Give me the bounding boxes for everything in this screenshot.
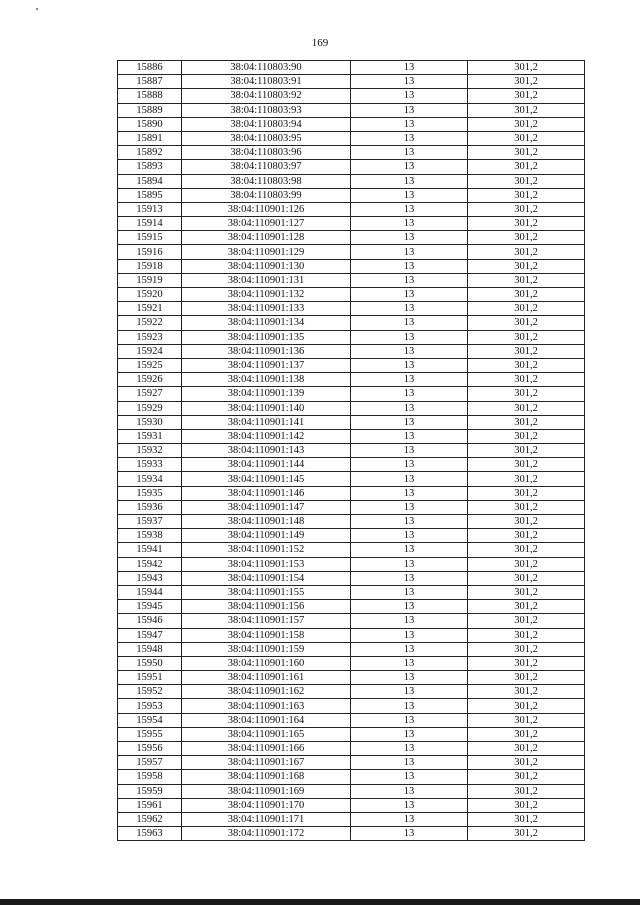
- table-row: [118, 472, 585, 486]
- table-row: [118, 742, 585, 756]
- code-cell: 13: [351, 316, 468, 330]
- table-row: [118, 202, 585, 216]
- code-cell: 13: [351, 614, 468, 628]
- code-cell: 13: [351, 302, 468, 316]
- area-cell: 301,2: [468, 600, 585, 614]
- row-number-cell: 15892: [118, 146, 182, 160]
- cadastral-table: [117, 60, 585, 841]
- code-cell: 13: [351, 515, 468, 529]
- cadastral-number-cell: 38:04:110901:142: [182, 429, 351, 443]
- area-cell: 301,2: [468, 245, 585, 259]
- table-row: [118, 415, 585, 429]
- cadastral-number-cell: 38:04:110901:140: [182, 401, 351, 415]
- table-row: [118, 656, 585, 670]
- cadastral-number-cell: 38:04:110901:143: [182, 444, 351, 458]
- row-number-cell: 15927: [118, 387, 182, 401]
- code-cell: 13: [351, 727, 468, 741]
- code-cell: 13: [351, 288, 468, 302]
- cadastral-number-cell: 38:04:110901:137: [182, 358, 351, 372]
- row-number-cell: 15933: [118, 458, 182, 472]
- cadastral-number-cell: 38:04:110901:166: [182, 742, 351, 756]
- code-cell: 13: [351, 174, 468, 188]
- row-number-cell: 15914: [118, 217, 182, 231]
- code-cell: 13: [351, 401, 468, 415]
- row-number-cell: 15894: [118, 174, 182, 188]
- row-number-cell: 15946: [118, 614, 182, 628]
- row-number-cell: 15886: [118, 61, 182, 75]
- area-cell: 301,2: [468, 231, 585, 245]
- table-row: [118, 288, 585, 302]
- code-cell: 13: [351, 472, 468, 486]
- area-cell: 301,2: [468, 742, 585, 756]
- code-cell: 13: [351, 784, 468, 798]
- table-row: [118, 387, 585, 401]
- cadastral-number-cell: 38:04:110901:165: [182, 727, 351, 741]
- table-row: [118, 103, 585, 117]
- area-cell: 301,2: [468, 146, 585, 160]
- row-number-cell: 15936: [118, 500, 182, 514]
- code-cell: 13: [351, 117, 468, 131]
- table-row: [118, 259, 585, 273]
- code-cell: 13: [351, 543, 468, 557]
- area-cell: 301,2: [468, 727, 585, 741]
- area-cell: 301,2: [468, 557, 585, 571]
- code-cell: 13: [351, 344, 468, 358]
- table-row: [118, 642, 585, 656]
- code-cell: 13: [351, 103, 468, 117]
- area-cell: 301,2: [468, 685, 585, 699]
- cadastral-number-cell: 38:04:110803:97: [182, 160, 351, 174]
- code-cell: 13: [351, 557, 468, 571]
- code-cell: 13: [351, 444, 468, 458]
- table-row: [118, 444, 585, 458]
- cadastral-number-cell: 38:04:110901:138: [182, 373, 351, 387]
- row-number-cell: 15944: [118, 585, 182, 599]
- row-number-cell: 15935: [118, 486, 182, 500]
- area-cell: 301,2: [468, 131, 585, 145]
- row-number-cell: 15945: [118, 600, 182, 614]
- code-cell: 13: [351, 571, 468, 585]
- row-number-cell: 15963: [118, 827, 182, 841]
- table-row: [118, 358, 585, 372]
- area-cell: 301,2: [468, 699, 585, 713]
- scan-edge-band: [0, 899, 640, 905]
- cadastral-number-cell: 38:04:110901:134: [182, 316, 351, 330]
- cadastral-number-cell: 38:04:110901:158: [182, 628, 351, 642]
- table-row: [118, 61, 585, 75]
- row-number-cell: 15929: [118, 401, 182, 415]
- code-cell: 13: [351, 656, 468, 670]
- cadastral-number-cell: 38:04:110901:136: [182, 344, 351, 358]
- table-row: [118, 75, 585, 89]
- cadastral-number-cell: 38:04:110901:162: [182, 685, 351, 699]
- row-number-cell: 15932: [118, 444, 182, 458]
- page-number: 169: [311, 37, 329, 49]
- code-cell: 13: [351, 387, 468, 401]
- table-row: [118, 245, 585, 259]
- cadastral-number-cell: 38:04:110803:99: [182, 188, 351, 202]
- row-number-cell: 15922: [118, 316, 182, 330]
- table-row: [118, 500, 585, 514]
- area-cell: 301,2: [468, 628, 585, 642]
- code-cell: 13: [351, 756, 468, 770]
- cadastral-number-cell: 38:04:110803:92: [182, 89, 351, 103]
- table-row: [118, 614, 585, 628]
- code-cell: 13: [351, 75, 468, 89]
- row-number-cell: 15925: [118, 358, 182, 372]
- cadastral-number-cell: 38:04:110901:147: [182, 500, 351, 514]
- cadastral-number-cell: 38:04:110901:133: [182, 302, 351, 316]
- area-cell: 301,2: [468, 61, 585, 75]
- table-row: [118, 344, 585, 358]
- cadastral-number-cell: 38:04:110901:160: [182, 656, 351, 670]
- table-row: [118, 458, 585, 472]
- code-cell: 13: [351, 231, 468, 245]
- table-row: [118, 316, 585, 330]
- code-cell: 13: [351, 812, 468, 826]
- cadastral-number-cell: 38:04:110803:98: [182, 174, 351, 188]
- cadastral-number-cell: 38:04:110901:171: [182, 812, 351, 826]
- code-cell: 13: [351, 259, 468, 273]
- cadastral-number-cell: 38:04:110901:161: [182, 671, 351, 685]
- table-row: [118, 131, 585, 145]
- cadastral-number-cell: 38:04:110901:156: [182, 600, 351, 614]
- cadastral-number-cell: 38:04:110901:130: [182, 259, 351, 273]
- row-number-cell: 15938: [118, 529, 182, 543]
- cadastral-number-cell: 38:04:110901:144: [182, 458, 351, 472]
- table-row: [118, 600, 585, 614]
- row-number-cell: 15913: [118, 202, 182, 216]
- row-number-cell: 15895: [118, 188, 182, 202]
- row-number-cell: 15888: [118, 89, 182, 103]
- area-cell: 301,2: [468, 259, 585, 273]
- code-cell: 13: [351, 585, 468, 599]
- code-cell: 13: [351, 770, 468, 784]
- table-row: [118, 146, 585, 160]
- table-row: [118, 486, 585, 500]
- area-cell: 301,2: [468, 288, 585, 302]
- row-number-cell: 15931: [118, 429, 182, 443]
- cadastral-number-cell: 38:04:110901:168: [182, 770, 351, 784]
- code-cell: 13: [351, 742, 468, 756]
- area-cell: 301,2: [468, 756, 585, 770]
- area-cell: 301,2: [468, 174, 585, 188]
- code-cell: 13: [351, 273, 468, 287]
- cadastral-number-cell: 38:04:110803:91: [182, 75, 351, 89]
- table-row: [118, 174, 585, 188]
- table-row: [118, 231, 585, 245]
- code-cell: 13: [351, 429, 468, 443]
- cadastral-number-cell: 38:04:110901:164: [182, 713, 351, 727]
- area-cell: 301,2: [468, 770, 585, 784]
- row-number-cell: 15947: [118, 628, 182, 642]
- table-row: [118, 217, 585, 231]
- table-row: [118, 160, 585, 174]
- cadastral-number-cell: 38:04:110901:170: [182, 798, 351, 812]
- area-cell: 301,2: [468, 656, 585, 670]
- area-cell: 301,2: [468, 316, 585, 330]
- row-number-cell: 15951: [118, 671, 182, 685]
- row-number-cell: 15915: [118, 231, 182, 245]
- cadastral-number-cell: 38:04:110901:169: [182, 784, 351, 798]
- table-row: [118, 557, 585, 571]
- area-cell: 301,2: [468, 330, 585, 344]
- area-cell: 301,2: [468, 827, 585, 841]
- code-cell: 13: [351, 628, 468, 642]
- table-row: [118, 713, 585, 727]
- table-row: [118, 429, 585, 443]
- area-cell: 301,2: [468, 160, 585, 174]
- table-row: [118, 770, 585, 784]
- area-cell: 301,2: [468, 89, 585, 103]
- table-row: [118, 543, 585, 557]
- code-cell: 13: [351, 358, 468, 372]
- row-number-cell: 15893: [118, 160, 182, 174]
- code-cell: 13: [351, 217, 468, 231]
- cadastral-number-cell: 38:04:110803:96: [182, 146, 351, 160]
- code-cell: 13: [351, 500, 468, 514]
- code-cell: 13: [351, 160, 468, 174]
- code-cell: 13: [351, 699, 468, 713]
- area-cell: 301,2: [468, 713, 585, 727]
- code-cell: 13: [351, 330, 468, 344]
- cadastral-number-cell: 38:04:110901:148: [182, 515, 351, 529]
- table-row: [118, 798, 585, 812]
- table-row: [118, 529, 585, 543]
- row-number-cell: 15948: [118, 642, 182, 656]
- cadastral-number-cell: 38:04:110803:95: [182, 131, 351, 145]
- code-cell: 13: [351, 89, 468, 103]
- table-row: [118, 571, 585, 585]
- row-number-cell: 15916: [118, 245, 182, 259]
- row-number-cell: 15890: [118, 117, 182, 131]
- cadastral-number-cell: 38:04:110901:146: [182, 486, 351, 500]
- row-number-cell: 15962: [118, 812, 182, 826]
- code-cell: 13: [351, 131, 468, 145]
- cadastral-number-cell: 38:04:110901:132: [182, 288, 351, 302]
- code-cell: 13: [351, 373, 468, 387]
- area-cell: 301,2: [468, 202, 585, 216]
- row-number-cell: 15918: [118, 259, 182, 273]
- table-row: [118, 685, 585, 699]
- area-cell: 301,2: [468, 812, 585, 826]
- table-row: [118, 756, 585, 770]
- area-cell: 301,2: [468, 358, 585, 372]
- code-cell: 13: [351, 827, 468, 841]
- row-number-cell: 15887: [118, 75, 182, 89]
- area-cell: 301,2: [468, 217, 585, 231]
- area-cell: 301,2: [468, 373, 585, 387]
- area-cell: 301,2: [468, 188, 585, 202]
- table-row: [118, 515, 585, 529]
- code-cell: 13: [351, 486, 468, 500]
- row-number-cell: 15934: [118, 472, 182, 486]
- code-cell: 13: [351, 188, 468, 202]
- cadastral-number-cell: 38:04:110901:126: [182, 202, 351, 216]
- row-number-cell: 15952: [118, 685, 182, 699]
- area-cell: 301,2: [468, 429, 585, 443]
- code-cell: 13: [351, 529, 468, 543]
- table-row: [118, 671, 585, 685]
- row-number-cell: 15930: [118, 415, 182, 429]
- table-row: [118, 89, 585, 103]
- row-number-cell: 15926: [118, 373, 182, 387]
- area-cell: 301,2: [468, 444, 585, 458]
- table-row: [118, 585, 585, 599]
- table-row: [118, 273, 585, 287]
- cadastral-number-cell: 38:04:110901:135: [182, 330, 351, 344]
- row-number-cell: 15959: [118, 784, 182, 798]
- cadastral-number-cell: 38:04:110901:152: [182, 543, 351, 557]
- row-number-cell: 15920: [118, 288, 182, 302]
- area-cell: 301,2: [468, 75, 585, 89]
- table-row: [118, 784, 585, 798]
- area-cell: 301,2: [468, 486, 585, 500]
- cadastral-number-cell: 38:04:110901:141: [182, 415, 351, 429]
- area-cell: 301,2: [468, 273, 585, 287]
- table-row: [118, 727, 585, 741]
- row-number-cell: 15937: [118, 515, 182, 529]
- cadastral-number-cell: 38:04:110901:167: [182, 756, 351, 770]
- cadastral-number-cell: 38:04:110901:145: [182, 472, 351, 486]
- table-row: [118, 628, 585, 642]
- row-number-cell: 15961: [118, 798, 182, 812]
- code-cell: 13: [351, 600, 468, 614]
- table-row: [118, 188, 585, 202]
- row-number-cell: 15955: [118, 727, 182, 741]
- row-number-cell: 15943: [118, 571, 182, 585]
- table-row: [118, 699, 585, 713]
- area-cell: 301,2: [468, 543, 585, 557]
- cadastral-number-cell: 38:04:110901:172: [182, 827, 351, 841]
- area-cell: 301,2: [468, 784, 585, 798]
- table-row: [118, 401, 585, 415]
- row-number-cell: 15954: [118, 713, 182, 727]
- area-cell: 301,2: [468, 642, 585, 656]
- table-row: [118, 827, 585, 841]
- cadastral-number-cell: 38:04:110901:159: [182, 642, 351, 656]
- area-cell: 301,2: [468, 103, 585, 117]
- row-number-cell: 15957: [118, 756, 182, 770]
- cadastral-number-cell: 38:04:110803:93: [182, 103, 351, 117]
- cadastral-number-cell: 38:04:110901:149: [182, 529, 351, 543]
- code-cell: 13: [351, 458, 468, 472]
- cadastral-number-cell: 38:04:110901:127: [182, 217, 351, 231]
- cadastral-number-cell: 38:04:110901:154: [182, 571, 351, 585]
- cadastral-number-cell: 38:04:110901:155: [182, 585, 351, 599]
- cadastral-number-cell: 38:04:110901:157: [182, 614, 351, 628]
- cadastral-number-cell: 38:04:110901:128: [182, 231, 351, 245]
- table-row: [118, 373, 585, 387]
- table-body: [118, 61, 585, 841]
- row-number-cell: 15950: [118, 656, 182, 670]
- cadastral-number-cell: 38:04:110901:131: [182, 273, 351, 287]
- row-number-cell: 15921: [118, 302, 182, 316]
- code-cell: 13: [351, 642, 468, 656]
- row-number-cell: 15889: [118, 103, 182, 117]
- code-cell: 13: [351, 415, 468, 429]
- row-number-cell: 15891: [118, 131, 182, 145]
- area-cell: 301,2: [468, 500, 585, 514]
- area-cell: 301,2: [468, 585, 585, 599]
- row-number-cell: 15942: [118, 557, 182, 571]
- row-number-cell: 15956: [118, 742, 182, 756]
- area-cell: 301,2: [468, 401, 585, 415]
- area-cell: 301,2: [468, 344, 585, 358]
- code-cell: 13: [351, 245, 468, 259]
- area-cell: 301,2: [468, 529, 585, 543]
- cadastral-number-cell: 38:04:110803:90: [182, 61, 351, 75]
- row-number-cell: 15941: [118, 543, 182, 557]
- code-cell: 13: [351, 61, 468, 75]
- area-cell: 301,2: [468, 515, 585, 529]
- area-cell: 301,2: [468, 302, 585, 316]
- code-cell: 13: [351, 685, 468, 699]
- area-cell: 301,2: [468, 458, 585, 472]
- cadastral-number-cell: 38:04:110901:129: [182, 245, 351, 259]
- row-number-cell: 15923: [118, 330, 182, 344]
- table-row: [118, 302, 585, 316]
- code-cell: 13: [351, 202, 468, 216]
- code-cell: 13: [351, 671, 468, 685]
- area-cell: 301,2: [468, 472, 585, 486]
- scan-speck: [36, 8, 38, 10]
- area-cell: 301,2: [468, 671, 585, 685]
- code-cell: 13: [351, 146, 468, 160]
- table-row: [118, 812, 585, 826]
- table-row: [118, 117, 585, 131]
- cadastral-number-cell: 38:04:110901:163: [182, 699, 351, 713]
- area-cell: 301,2: [468, 571, 585, 585]
- area-cell: 301,2: [468, 614, 585, 628]
- row-number-cell: 15924: [118, 344, 182, 358]
- cadastral-number-cell: 38:04:110901:153: [182, 557, 351, 571]
- code-cell: 13: [351, 713, 468, 727]
- area-cell: 301,2: [468, 117, 585, 131]
- row-number-cell: 15953: [118, 699, 182, 713]
- area-cell: 301,2: [468, 415, 585, 429]
- cadastral-number-cell: 38:04:110803:94: [182, 117, 351, 131]
- table-row: [118, 330, 585, 344]
- row-number-cell: 15958: [118, 770, 182, 784]
- row-number-cell: 15919: [118, 273, 182, 287]
- code-cell: 13: [351, 798, 468, 812]
- area-cell: 301,2: [468, 798, 585, 812]
- cadastral-number-cell: 38:04:110901:139: [182, 387, 351, 401]
- area-cell: 301,2: [468, 387, 585, 401]
